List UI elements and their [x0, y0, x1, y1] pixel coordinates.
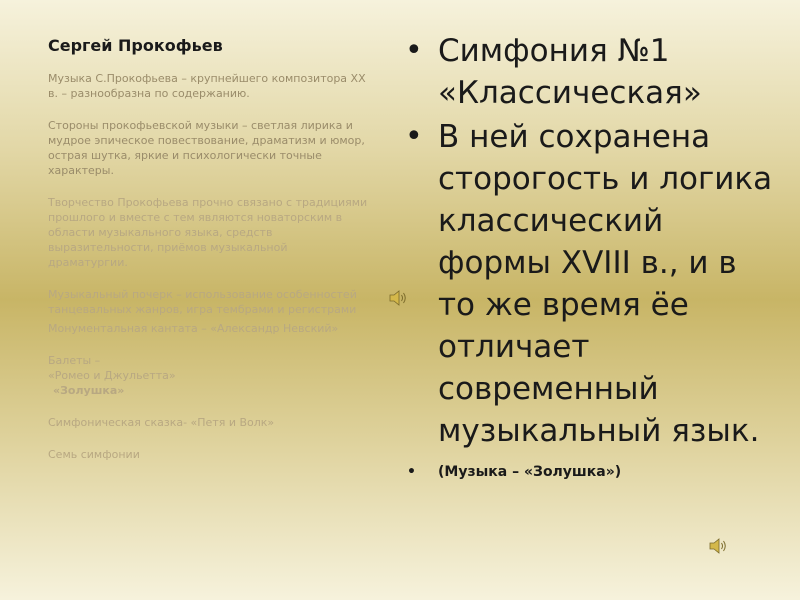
- bullet-symphony: [403, 30, 773, 114]
- paragraph-tradition: Творчество Прокофьева прочно связано с традициями прошлого и вместе с тем являются новаторским в области музыкального языка, средств выразительности, приёмов музыкальной драматургии.: [48, 196, 368, 269]
- right-column: [403, 30, 773, 482]
- bullet-description: [403, 116, 773, 452]
- bullet-music-link: [403, 462, 773, 482]
- ballet-romeo: «Ромео и Джульетта»: [48, 369, 176, 382]
- bullet-music-text: (Музыка – «Золушка»): [438, 464, 622, 480]
- bullet-dot: •: [407, 464, 416, 480]
- paragraph-handwriting: Музыкальный почерк – использование особенностей танцевальных жанров, игра тембрами и регистрами: [48, 288, 357, 316]
- bullet-dot: •: [405, 33, 423, 68]
- page-title: Сергей Прокофьев: [48, 36, 223, 55]
- bullet-dot: •: [405, 119, 423, 154]
- paragraph-music-content: Музыка С.Прокофьева – крупнейшего композитора XX в. – разнообразна по содержанию.: [48, 72, 366, 100]
- paragraph-sides: Стороны прокофьевской музыки – светлая лирика и мудрое эпическое повествование, драматизм и юмор, острая шутка, яркие и психологически точные характеры.: [48, 119, 365, 177]
- bullet-symphony-text: Симфония №1 «Классическая»: [438, 33, 702, 111]
- ballet-cinderella: «Золушка»: [53, 384, 125, 397]
- paragraph-cantata: Монументальная кантата – «Александр Невский»: [48, 322, 339, 335]
- ballets-label: Балеты –: [48, 354, 101, 367]
- paragraph-symphonies: Семь симфонии: [48, 448, 140, 461]
- speaker-icon[interactable]: [708, 536, 730, 556]
- paragraph-fairy-tale: Симфоническая сказка- «Петя и Волк»: [48, 416, 275, 429]
- bullet-description-text: В ней сохранена сторогость и логика классический формы XVIII в., и в то же время ёе отличает современный музыкальный язык.: [438, 119, 773, 449]
- left-column: [48, 36, 370, 462]
